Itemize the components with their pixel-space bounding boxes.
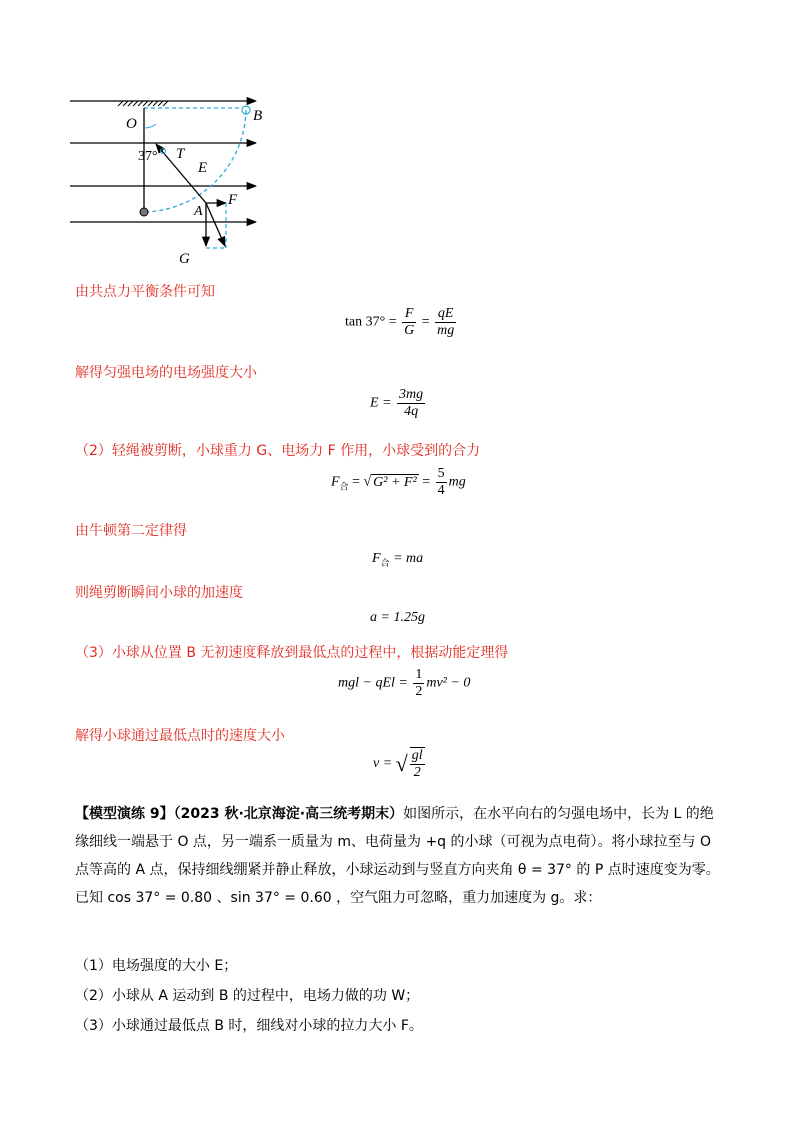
- equation-3: [331, 466, 466, 499]
- eq6-lhs: mgl − qEl =: [338, 675, 408, 691]
- label-a: A: [194, 204, 203, 219]
- eq1-lhs: tan 37° =: [345, 314, 397, 330]
- solution-line-5: 则绳剪断瞬间小球的加速度: [75, 585, 243, 601]
- resultant-arrow: [206, 203, 225, 246]
- label-t: T: [176, 146, 185, 162]
- eq3-rhs: mg: [448, 474, 466, 490]
- eq6-rhs: mv² − 0: [426, 675, 471, 691]
- eq2-frac: $\frac{3mg}{4q}$: [399, 387, 424, 419]
- eq3-lhs-sub: 合: [339, 481, 349, 492]
- angle-arc: [144, 124, 156, 128]
- solution-line-2: 解得匀强电场的电场强度大小: [75, 365, 257, 381]
- question-3: （3）小球通过最低点 B 时，细线对小球的拉力大小 F。: [75, 1018, 423, 1034]
- eq1-frac-2: $\frac{qE}{mg}$: [437, 306, 455, 338]
- eq4-rhs: = ma: [393, 551, 424, 566]
- eq2-lhs: E =: [370, 395, 392, 411]
- eq3-equals-2: =: [422, 474, 431, 490]
- problem-block: [75, 800, 725, 912]
- eq7-lhs: v =: [373, 756, 393, 772]
- equation-7: [373, 747, 427, 781]
- label-e: E: [198, 160, 208, 176]
- solution-line-3: （2）轻绳被剪断，小球重力 G、电场力 F 作用，小球受到的合力: [75, 443, 481, 459]
- eq7-sqrt: √: [395, 751, 408, 776]
- label-g: G: [179, 251, 190, 267]
- equation-2: [370, 387, 427, 420]
- eq1-equals: =: [421, 314, 430, 330]
- eq4-lhs-sub: 合: [380, 557, 390, 568]
- solution-line-4: 由牛顿第二定律得: [75, 523, 187, 539]
- label-angle: 37°: [138, 149, 158, 164]
- solution-line-7: 解得小球通过最低点时的速度大小: [75, 728, 285, 744]
- question-2: （2）小球从 A 运动到 B 的过程中，电场力做的功 W；: [75, 988, 420, 1004]
- solution-line-1: 由共点力平衡条件可知: [75, 284, 215, 300]
- physics-diagram: [60, 88, 280, 268]
- eq3-sqrt: √ G² + F²: [363, 474, 417, 490]
- equation-4: [372, 551, 423, 569]
- eq1-frac-1: $\frac{F}{G}$: [404, 306, 415, 338]
- eq3-frac: $\frac{5}{4}$: [437, 466, 445, 498]
- eq4-lhs: F: [372, 551, 381, 566]
- equation-1: [345, 306, 458, 339]
- problem-tag: 【模型演练 9】: [75, 806, 174, 822]
- eq7-frac: $\frac{gl}{2}$: [411, 748, 423, 780]
- label-f: F: [228, 192, 238, 208]
- eq3-lhs: F: [331, 474, 340, 490]
- lowest-point-ball: [140, 208, 148, 216]
- eq6-frac: $\frac{1}{2}$: [415, 667, 423, 699]
- label-b: B: [253, 108, 263, 124]
- label-o: O: [126, 116, 137, 132]
- solution-line-6: （3）小球从位置 B 无初速度释放到最低点的过程中，根据动能定理得: [75, 645, 509, 661]
- problem-statement: 如图所示，在水平向右的匀强电场中，长为 L 的绝缘细线一端悬于 O 点，另一端系一质量为 m、电荷量为 +q 的小球（可视为点电荷）。将小球拉至与 O 点等高的 A 点，保持细线绷紧并静止释放，小球运动到与竖直方向夹角 θ = 37° 的 P 点时速度变为零。已知 cos 37° = 0.80 、sin 37° = 0.60 ，空气阻力可忽略，重力加速度为 g。求：: [75, 806, 720, 906]
- eq3-equals: =: [352, 474, 360, 490]
- problem-source: （2023 秋·北京海淀·高三统考期末）: [173, 806, 404, 822]
- question-1: （1）电场强度的大小 E；: [75, 958, 238, 974]
- equation-5: a = 1.25g: [370, 610, 425, 625]
- ceiling-hatch: [118, 101, 168, 106]
- equation-6: [338, 667, 470, 700]
